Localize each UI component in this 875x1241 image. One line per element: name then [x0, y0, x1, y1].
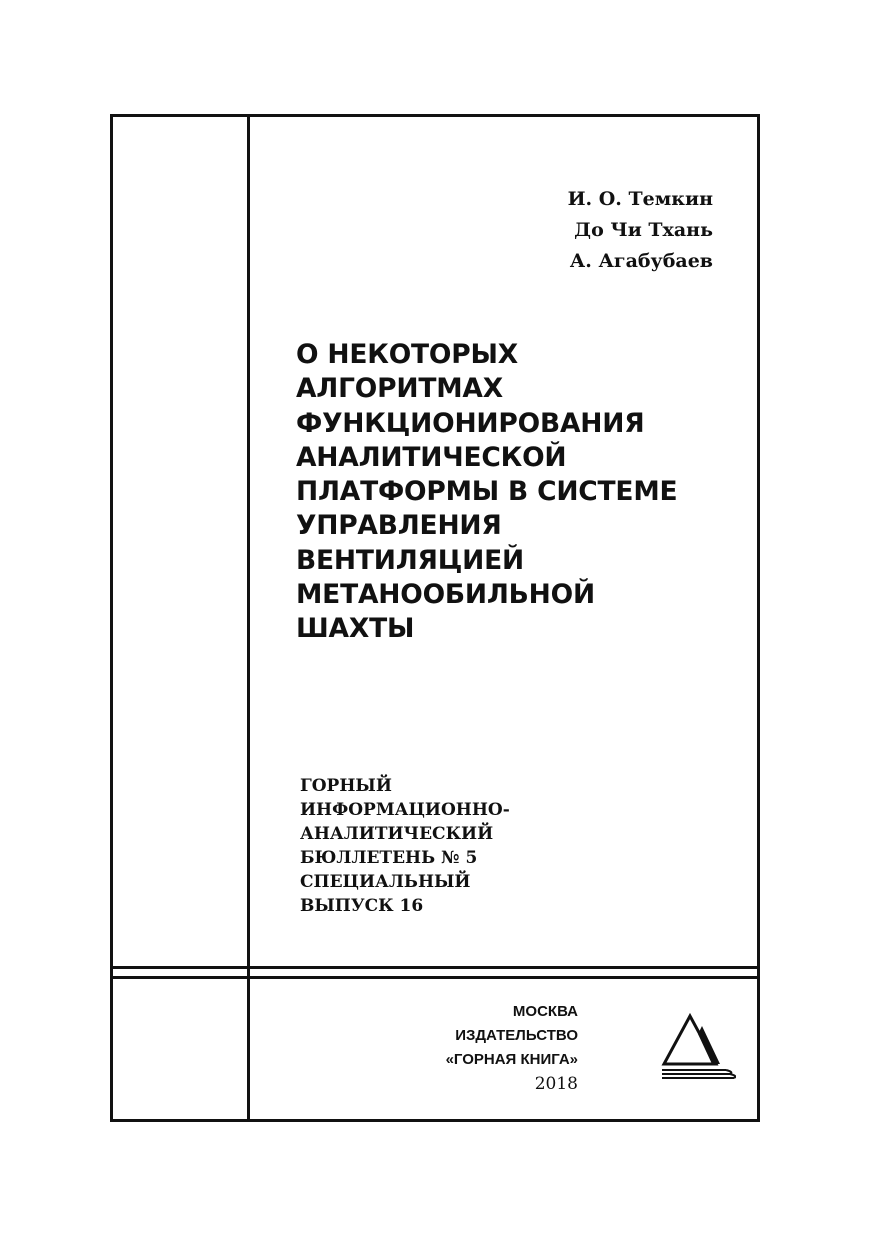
imprint-publisher-name: «ГОРНАЯ КНИГА» — [445, 1051, 578, 1068]
authors-block — [568, 184, 713, 277]
series-line: БЮЛЛЕТЕНЬ № 5 — [300, 848, 478, 868]
frame-horizontal-divider-bottom — [110, 976, 760, 979]
title-line: УПРАВЛЕНИЯ — [296, 510, 502, 542]
author-name: А. Агабубаев — [569, 250, 713, 272]
imprint-publisher: ИЗДАТЕЛЬСТВО — [455, 1027, 578, 1044]
title-line: ШАХТЫ — [296, 613, 415, 645]
title-line: О НЕКОТОРЫХ — [296, 339, 518, 370]
series-line: ВЫПУСК 16 — [300, 896, 424, 916]
title-line: АЛГОРИТМАХ — [296, 373, 503, 405]
author-name: До Чи Тхань — [574, 219, 713, 241]
series-line: СПЕЦИАЛЬНЫЙ — [300, 872, 471, 892]
frame-horizontal-divider-top — [110, 966, 760, 969]
frame-vertical-divider — [247, 114, 250, 1122]
imprint-city: МОСКВА — [512, 1003, 578, 1020]
series-line: АНАЛИТИЧЕСКИЙ — [300, 824, 494, 844]
publisher-imprint — [446, 1000, 578, 1096]
series-line: ГОРНЫЙ — [300, 776, 392, 796]
title-line: МЕТАНООБИЛЬНОЙ — [296, 579, 595, 611]
author-name: И. О. Темкин — [567, 188, 713, 210]
title-line: ФУНКЦИОНИРОВАНИЯ — [296, 407, 645, 439]
title-line: АНАЛИТИЧЕСКОЙ — [296, 441, 567, 473]
series-line: ИНФОРМАЦИОННО- — [300, 800, 510, 820]
publisher-triangle-book-icon — [660, 1010, 736, 1082]
title-line: ВЕНТИЛЯЦИЕЙ — [296, 544, 524, 576]
series-name — [300, 774, 600, 918]
title-line: ПЛАТФОРМЫ В СИСТЕМЕ — [296, 476, 678, 508]
imprint-year: 2018 — [534, 1074, 578, 1094]
book-title — [296, 338, 736, 647]
